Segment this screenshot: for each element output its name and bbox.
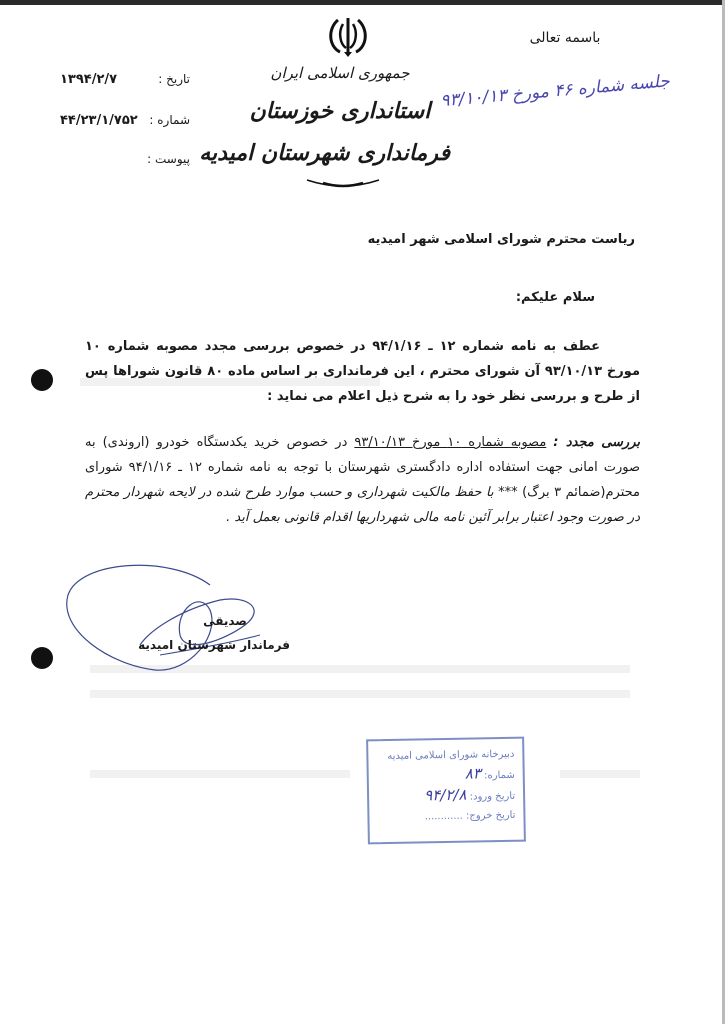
stamp-title: دبیرخانه شورای اسلامی امیدیه — [387, 748, 515, 763]
number-label: شماره : — [149, 113, 190, 127]
iran-emblem-icon — [326, 14, 370, 58]
attachment-label: پیوست : — [147, 152, 190, 166]
attachment-row — [60, 152, 190, 166]
bleed-through — [560, 770, 640, 778]
stamp-exit-label: تاریخ خروج: — [465, 809, 516, 822]
stamp-number-value: ۸۳ — [464, 764, 482, 783]
paragraph-2 — [85, 430, 640, 530]
stamp-number-label: شماره: — [483, 769, 515, 782]
greeting: سلام علیکم: — [515, 290, 595, 305]
ornament-icon — [305, 178, 381, 188]
paragraph-2-reference: مصوبه شماره ۱۰ مورخ ۹۳/۱۰/۱۳ — [354, 435, 547, 450]
date-label: تاریخ : — [158, 72, 190, 86]
signatory-name: صدیقی — [203, 614, 247, 628]
stamp-exit-row — [377, 806, 515, 827]
number-row — [60, 113, 190, 128]
stamp-entry-label: تاریخ ورود: — [469, 790, 516, 803]
letterhead-line-3: فرمانداری شهرستان امیدیه — [199, 140, 450, 166]
bleed-through — [90, 770, 350, 778]
invocation: باسمه تعالی — [529, 30, 601, 46]
date-value: ۱۳۹۴/۲/۷ — [60, 72, 118, 87]
punch-hole — [31, 369, 53, 391]
secretariat-stamp — [366, 737, 526, 845]
paragraph-2-body: در خصوص خرید یکدستگاه خودرو (اروندی) به صورت امانی جهت استفاده اداره دادگستری شهرستان با توجه به نامه شماره ۱۲ ـ ۹۴/۱/۱۶ شورای محترم(ضمائم ۳ برگ) *** — [85, 435, 640, 500]
stamp-number-row — [377, 764, 515, 787]
stamp-entry-row — [377, 785, 515, 808]
addressee: ریاست محترم شورای اسلامی شهر امیدیه — [367, 232, 635, 247]
handwritten-note: جلسه شماره ۴۶ مورخ ۹۳/۱۰/۱۳ — [439, 71, 671, 112]
bleed-through — [90, 690, 630, 698]
stamp-exit-dots: ............ — [424, 810, 463, 823]
paragraph-2-italic: با حفظ مالکیت شهرداری و حسب موارد طرح شده در لایحه شهردار محترم در صورت وجود اعتبار برابر آئین نامه مالی شهرداریها اقدام قانونی بعمل آید . — [85, 485, 640, 525]
letterhead-line-1: جمهوری اسلامی ایران — [270, 64, 410, 82]
signatory-title: فرماندار شهرستان امیدیه — [138, 638, 290, 652]
letterhead-line-2: استانداری خوزستان — [249, 98, 431, 124]
paragraph-1: عطف به نامه شماره ۱۲ ـ ۹۴/۱/۱۶ در خصوص بررسی مجدد مصوبه شماره ۱۰ مورخ ۹۳/۱۰/۱۳ آن شورای محترم ، این فرمانداری بر اساس ماده ۸۰ قانون شوراها پس از طرح و بررسی نظر خود را به شرح ذیل اعلام می نماید : — [85, 339, 640, 404]
number-value: ۴۴/۲۳/۱/۷۵۲ — [60, 113, 138, 128]
scan-top-border — [0, 0, 725, 5]
date-row — [60, 72, 190, 87]
paragraph-2-lead: بررسی مجدد : — [553, 435, 641, 450]
punch-hole — [31, 647, 53, 669]
stamp-entry-value: ۹۴/۲/۸ — [424, 785, 467, 805]
